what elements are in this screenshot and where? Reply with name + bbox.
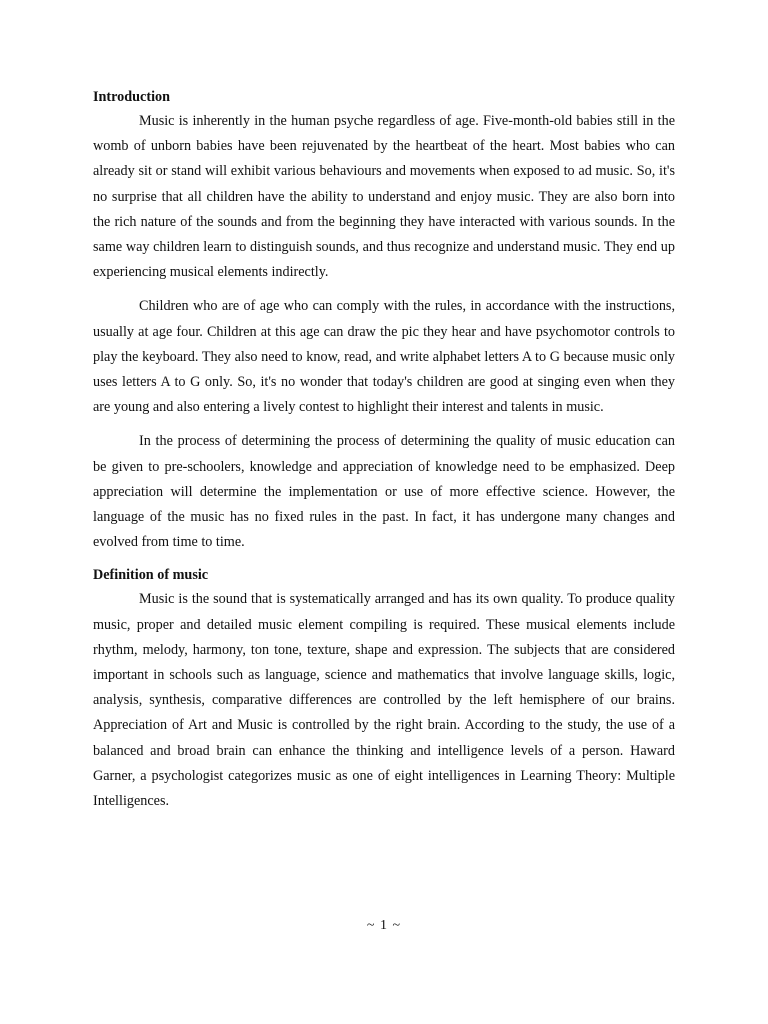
paragraph: Children who are of age who can comply with the rules, in accordance with the instructions, usually at age four. Children at this age can draw the pic they hear and have psychomotor controls to play the keyboard. They also need to know, read, and write alphabet letters A to G because music only uses letters A to G only. So, it's no wonder that today's children are good at singing even when they are young and also entering a lively contest to highlight their interest and talents in music. [93,298,675,416]
page-number: ~ 1 ~ [366,918,402,933]
paragraph: Music is inherently in the human psyche regardless of age. Five-month-old babies still in the womb of unborn babies have been rejuvenated by the heartbeat of the heart. Most babies who can already sit or stand will exhibit various behaviours and movements when exposed to ad music. So, it's no surprise that all children have the ability to understand and enjoy music. They are also born into the rich nature of the sounds and from the beginning they have interacted with various sounds. In the same way children learn to distinguish sounds, and thus recognize and understand music. They end up experiencing musical elements indirectly. [93,113,675,281]
section-heading-introduction: Introduction [93,89,170,105]
section-heading-definition-of-music: Definition of music [93,567,209,584]
document-body [93,86,675,823]
paragraph: In the process of determining the process of determining the quality of music education can be given to pre-schoolers, knowledge and appreciation of knowledge need to be emphasized. Deep appreciation will determine the implementation or use of more effective science. However, the language of the music has no fixed rules in the past. In fact, it has undergone many changes and evolved from time to time. [93,433,675,551]
paragraph: Music is the sound that is systematically arranged and has its own quality. To produce quality music, proper and detailed music element compiling is required. These musical elements include rhythm, melody, harmony, ton tone, texture, shape and expression. The subjects that are considered important in schools such as language, science and mathematics that involve language skills, logic, analysis, synthesis, comparative differences are controlled by the left hemisphere of our brains. Appreciation of Art and Music is controlled by the right brain. According to the study, the use of a balanced and broad brain can enhance the thinking and intelligence levels of a person. Haward Garner, a psychologist categorizes music as one of eight intelligences in Learning Theory: Multiple Intelligences. [93,591,675,810]
